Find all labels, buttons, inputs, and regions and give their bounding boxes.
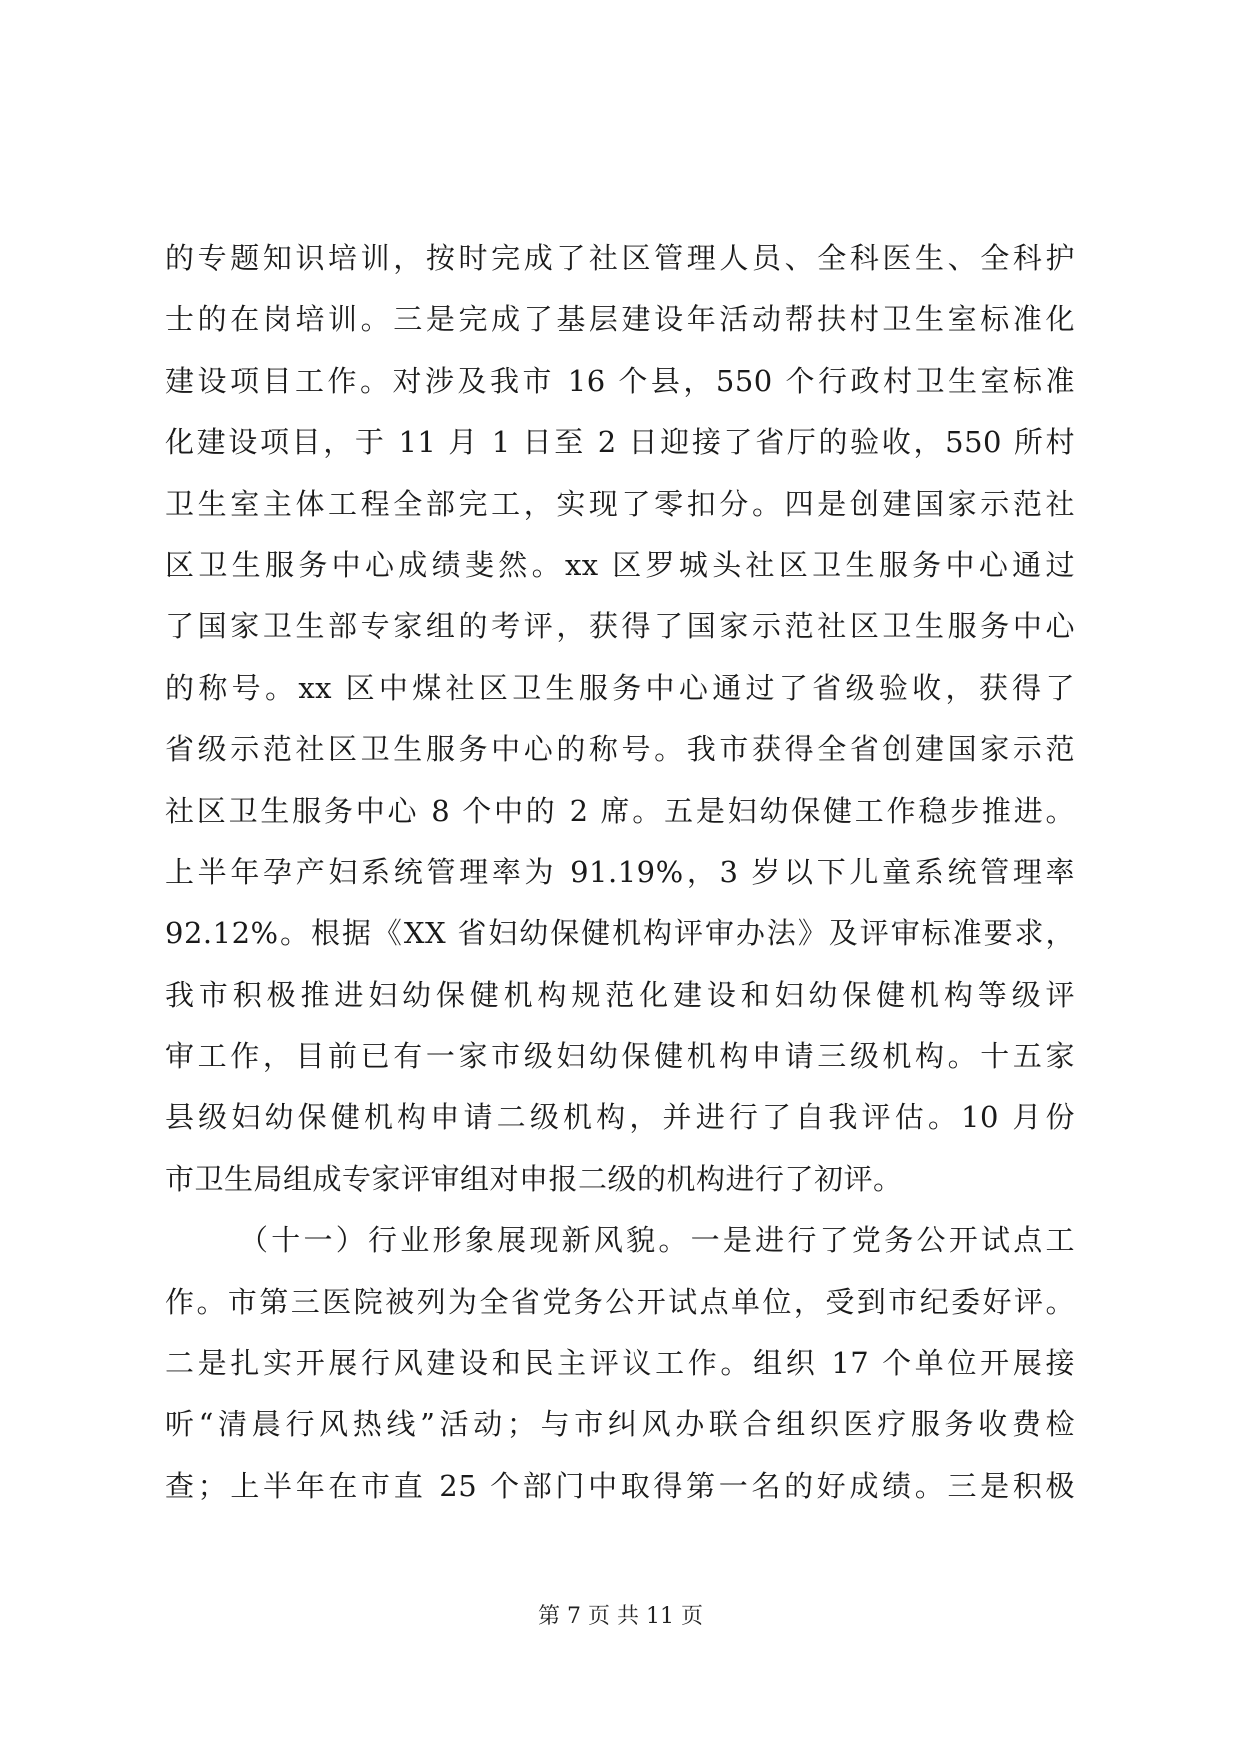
text-line: 审工作，目前已有一家市级妇幼保健机构申请三级机构。十五家 [165,1039,1075,1074]
text-line: 二是扎实开展行风建设和民主评议工作。组织 17 个单位开展接 [165,1346,1075,1381]
text-line: 作。市第三医院被列为全省党务公开试点单位，受到市纪委好评。 [165,1284,1075,1319]
text-line: 的称号。xx 区中煤社区卫生服务中心通过了省级验收，获得了 [165,670,1075,705]
section-heading-line: （十一）行业形象展现新风貌。一是进行了党务公开试点工 [239,1223,1075,1258]
text-line: 卫生室主体工程全部完工，实现了零扣分。四是创建国家示范社 [165,486,1075,521]
text-line: 化建设项目，于 11 月 1 日至 2 日迎接了省厅的验收，550 所村 [165,425,1075,460]
text-line: 的专题知识培训，按时完成了社区管理人员、全科医生、全科护 [165,241,1075,275]
text-line: 了国家卫生部专家组的考评，获得了国家示范社区卫生服务中心 [165,609,1075,644]
document-body [165,228,1075,1517]
text-line: 建设项目工作。对涉及我市 16 个县，550 个行政村卫生室标准 [165,363,1075,398]
text-line: 92.12%。根据《XX 省妇幼保健机构评审办法》及评审标准要求， [165,916,1075,951]
text-line: 上半年孕产妇系统管理率为 91.19%，3 岁以下儿童系统管理率 [165,854,1075,889]
text-line: 社区卫生服务中心 8 个中的 2 席。五是妇幼保健工作稳步推进。 [165,793,1075,828]
text-line: 市卫生局组成专家评审组对申报二级的机构进行了初评。 [165,1161,903,1196]
text-line: 我市积极推进妇幼保健机构规范化建设和妇幼保健机构等级评 [165,977,1075,1012]
text-line: 县级妇幼保健机构申请二级机构，并进行了自我评估。10 月份 [165,1100,1075,1135]
page-number-footer: 第 7 页 共 11 页 [538,1604,703,1629]
text-line: 省级示范社区卫生服务中心的称号。我市获得全省创建国家示范 [165,732,1075,767]
text-line: 区卫生服务中心成绩斐然。xx 区罗城头社区卫生服务中心通过 [165,547,1075,582]
text-line: 查；上半年在市直 25 个部门中取得第一名的好成绩。三是积极 [165,1468,1075,1503]
text-line: 士的在岗培训。三是完成了基层建设年活动帮扶村卫生室标准化 [165,302,1075,337]
text-line: 听“清晨行风热线”活动；与市纠风办联合组织医疗服务收费检 [165,1407,1075,1442]
